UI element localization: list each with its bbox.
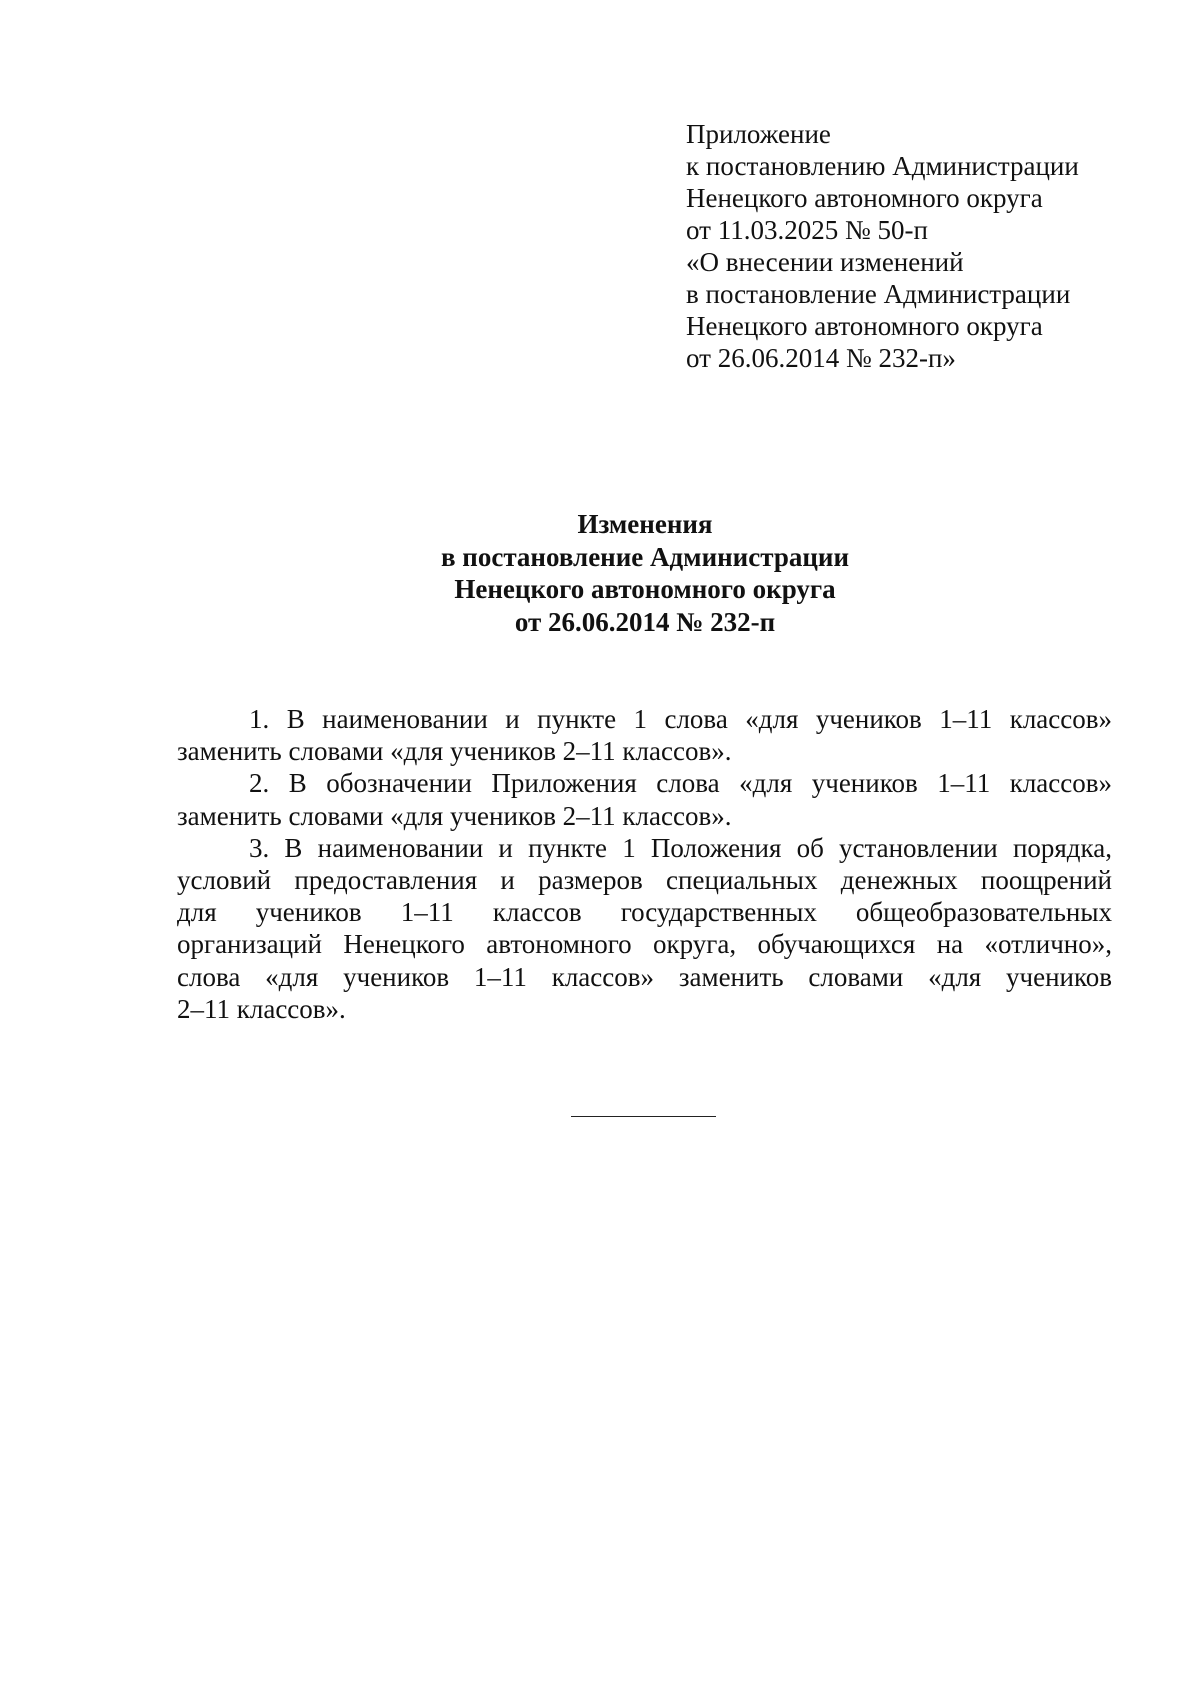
item-line: заменить словами «для учеников 2–11 классов». <box>177 800 732 831</box>
item-line: для учеников 1–11 классов государственных общеобразовательных <box>177 897 1112 928</box>
appendix-line: в постановление Администрации <box>686 279 1071 309</box>
end-divider <box>571 1116 716 1117</box>
item-line: слова «для учеников 1–11 классов» заменить словами «для учеников <box>177 961 1112 992</box>
title-line: от 26.06.2014 № 232-п <box>514 606 776 637</box>
appendix-line: Приложение <box>686 119 831 149</box>
item-line: 3. В наименовании и пункте 1 Положения об установлении порядка, <box>249 832 1112 863</box>
appendix-line: к постановлению Администрации <box>686 151 1079 181</box>
item-3 <box>177 832 1112 1025</box>
item-line: 2–11 классов». <box>177 993 346 1024</box>
item-line: 2. В обозначении Приложения слова «для учеников 1–11 классов» <box>249 768 1112 799</box>
item-line: заменить словами «для учеников 2–11 классов». <box>177 736 732 767</box>
document-body <box>177 703 1112 1025</box>
title-line: Ненецкого автономного округа <box>454 574 836 604</box>
item-line: 1. В наименовании и пункте 1 слова «для учеников 1–11 классов» <box>249 704 1112 734</box>
appendix-line: от 11.03.2025 № 50-п <box>686 215 928 245</box>
appendix-header <box>686 118 1146 374</box>
appendix-line: от 26.06.2014 № 232-п» <box>686 343 956 373</box>
item-1 <box>177 703 1112 767</box>
appendix-line: Ненецкого автономного округа <box>686 311 1043 341</box>
document-title <box>180 508 1110 638</box>
item-line: организаций Ненецкого автономного округа, обучающихся на «отлично», <box>177 929 1112 960</box>
item-2 <box>177 767 1112 831</box>
title-line: Изменения <box>577 509 713 539</box>
appendix-line: Ненецкого автономного округа <box>686 183 1043 213</box>
title-line: в постановление Администрации <box>440 541 850 572</box>
appendix-line: «О внесении изменений <box>686 247 964 277</box>
item-line: условий предоставления и размеров специальных денежных поощрений <box>177 865 1112 896</box>
